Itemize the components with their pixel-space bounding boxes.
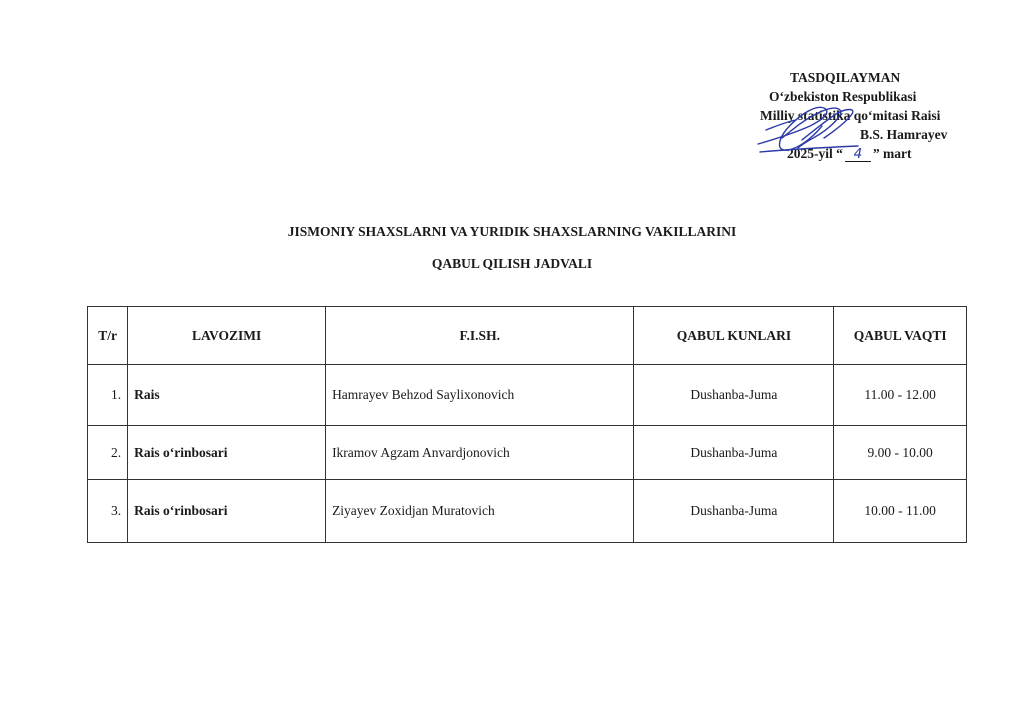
cell-full-name: Ikramov Agzam Anvardjonovich [326, 426, 634, 480]
document-title-line2: QABUL QILISH JADVALI [431, 256, 593, 271]
cell-number: 3. [88, 480, 128, 543]
approval-title: TASDQILAYMAN [790, 70, 901, 85]
header-reception-days: QABUL KUNLARI [634, 307, 834, 365]
cell-position: Rais [128, 365, 326, 426]
header-full-name: F.I.SH. [326, 307, 634, 365]
cell-reception-days: Dushanba-Juma [634, 365, 834, 426]
header-number: T/r [88, 307, 128, 365]
table-header-row [88, 307, 967, 365]
table-row [88, 426, 967, 480]
table-row [88, 365, 967, 426]
approver-name: B.S. Hamrayev [860, 127, 948, 142]
table-row [88, 480, 967, 543]
header-reception-time: QABUL VAQTI [834, 307, 967, 365]
cell-number: 2. [88, 426, 128, 480]
cell-reception-days: Dushanba-Juma [634, 480, 834, 543]
approval-org-line1: O‘zbekiston Respublikasi [769, 89, 917, 104]
approval-org-line2: Milliy statistika qo‘mitasi Raisi [760, 108, 941, 123]
cell-number: 1. [88, 365, 128, 426]
reception-schedule-table [87, 306, 967, 543]
cell-reception-days: Dushanba-Juma [634, 426, 834, 480]
cell-position: Rais o‘rinbosari [128, 426, 326, 480]
date-prefix: 2025-yil “ [787, 146, 843, 161]
cell-reception-time: 11.00 - 12.00 [834, 365, 967, 426]
cell-reception-time: 9.00 - 10.00 [834, 426, 967, 480]
date-day: 4 [845, 147, 871, 162]
header-position: LAVOZIMI [128, 307, 326, 365]
document-title-line1: JISMONIY SHAXSLARNI VA YURIDIK SHAXSLARNING VAKILLARINI [287, 224, 737, 239]
cell-full-name: Ziyayev Zoxidjan Muratovich [326, 480, 634, 543]
cell-position: Rais o‘rinbosari [128, 480, 326, 543]
cell-reception-time: 10.00 - 11.00 [834, 480, 967, 543]
signature-icon [752, 100, 862, 162]
date-suffix: ” mart [872, 146, 912, 161]
cell-full-name: Hamrayev Behzod Saylixonovich [326, 365, 634, 426]
